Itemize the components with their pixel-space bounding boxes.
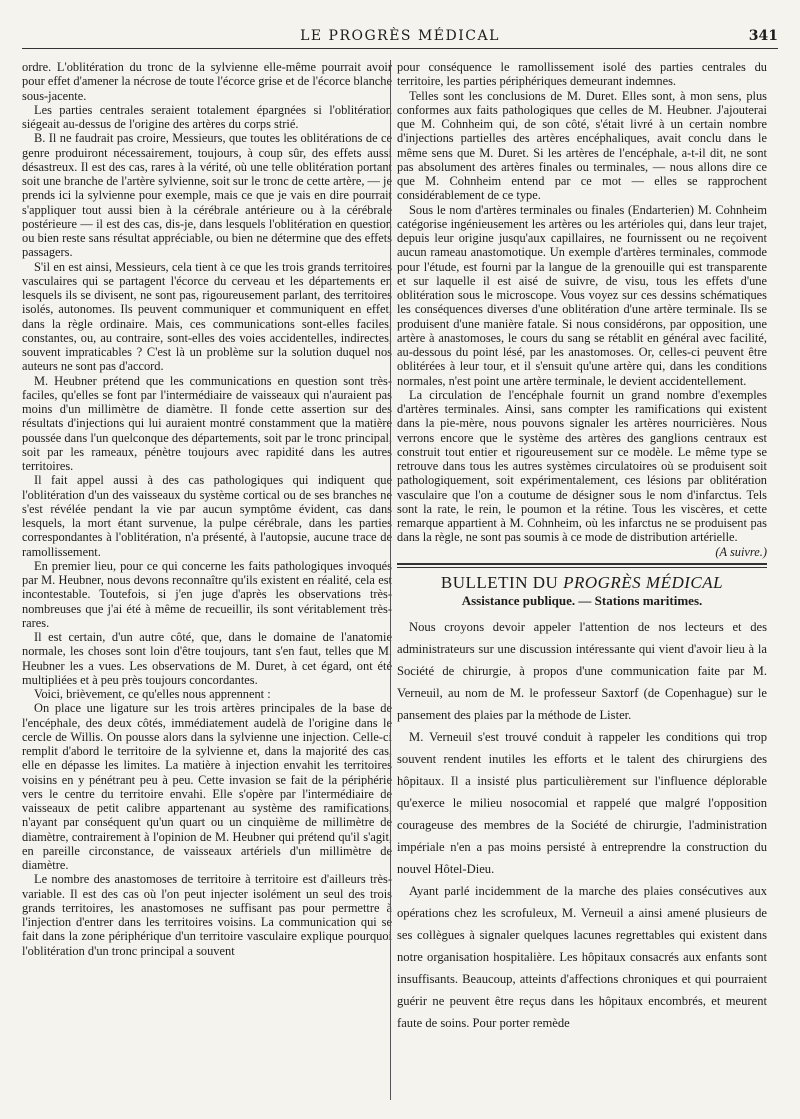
paragraph: Telles sont les conclusions de M. Duret. Elles sont, à mon sens, plus conformes aux faits pathologiques que celles de M. Heubner. J'ajouterai que M. Cohnheim qui, de son côté, s'était livré à un certain nombre d'injections partielles des artères encéphaliques, avait conclu dans le même sens que M. Duret. Si les artères de l'encéphale, a-t-il dit, ne sont pas absolument des artères finales ou terminales, — nous allons dire ce que M. Cohnheim entend par ce mot — elles se rapprochent considérablement de ce type. xyxy=(397,88,767,203)
page-number: 341 xyxy=(748,28,778,44)
paragraph: Voici, brièvement, ce qu'elles nous apprennent : xyxy=(34,687,271,701)
paragraph: Il fait appel aussi à des cas pathologiques qui indiquent que l'oblitération d'un des vaisseaux du système cortical ou de ses branches ne s'est révélée pendant la vie par aucun symptôme évident, cas dans lesquels, la mort étant survenue, la pulpe cérébrale, dans les parties correspondantes à l'oblitération, n'a présenté, à l'autopsie, aucune trace de ramollissement. xyxy=(22,473,392,559)
paragraph: La circulation de l'encéphale fournit un grand nombre d'exemples d'artères terminales. Ainsi, sans compter les ramifications qui existent dans la pie-mère, nous pouvons signaler les artères nourricières. Nous verrons encore que le système des artères des ganglions centraux est construit tout entier et rigoureusement sur ce modèle. Le même type se retrouve dans tous les autres systèmes circulatoires où se produisent soit pathologiquement, soit expérimentalement, ces lésions par oblitération vasculaire que l'on a coutume de désigner sous le nom d'infarctus. Tels sont la rate, le rein, le poumon et la rétine. Tous les viscères, et cette remarque appartient à M. Cohnheim, où les infarctus ne se produisent pas dans la règle, ne sont pas soumis à ce mode de distribution artérielle. xyxy=(397,387,767,545)
column-divider xyxy=(390,60,391,1100)
paragraph: Nous croyons devoir appeler l'attention de nos lecteurs et des administrateurs sur une discussion intéressante qui vient d'avoir lieu à la Société de chirurgie, à propos d'une communication faite par M. Verneuil, au nom de M. le professeur Saxtorf (de Copenhague) sur le pansement des plaies par la méthode de Lister. xyxy=(397,620,767,723)
bulletin-title: BULLETIN DU PROGRÈS MÉDICAL xyxy=(440,572,724,592)
paragraph: Les parties centrales seraient totalement épargnées si l'oblitération siégeait au-dessus de l'origine des artères du corps strié. xyxy=(22,102,392,131)
paragraph: Il est certain, d'un autre côté, que, dans le domaine de l'anatomie normale, les choses sont loin d'être toujours, tant s'en faut, telles que M. Heubner les a vues. Les observations de M. Duret, à cet égard, ont été multipliées et à peu près toujours concordantes. xyxy=(22,630,392,687)
to-be-continued: (A suivre.) xyxy=(715,544,767,559)
bulletin-rule xyxy=(397,567,767,568)
paragraph: Ayant parlé incidemment de la marche des plaies consécutives aux opérations chez les scrofuleux, M. Verneuil a ainsi amené plusieurs de ses collègues à signaler quelques lacunes regrettables qui existent dans notre organisation hospitalière. Les hôpitaux consacrés aux enfants sont insuffisants. Beaucoup, atteints d'affections chroniques et qui pourraient guérir ne peuvent être reçus dans les hôpitaux encombrés, et meurent faute de soins. Pour porter remède xyxy=(397,884,767,1031)
right-column xyxy=(397,60,767,1034)
paragraph: M. Verneuil s'est trouvé conduit à rappeler les conditions qui trop souvent rendent inutiles les efforts et le talent des chirurgiens des hôpitaux. Il a insisté plus particulièrement sur l'influence déplorable qu'exerce le milieu nosocomial et rappelé que malgré l'opposition courageuse des membres de la Société de chirurgie, l'administration impériale n'en a pas moins persisté à entreprendre la construction du nouvel Hôtel-Dieu. xyxy=(397,730,767,877)
paragraph: ordre. L'oblitération du tronc de la sylvienne elle-même pourrait avoir pour effet d'amener la nécrose de toute l'écorce grise et de l'écorce blanche sous-jacente. xyxy=(22,60,392,103)
bulletin-body xyxy=(397,616,767,1034)
paragraph: S'il en est ainsi, Messieurs, cela tient à ce que les trois grands territoires vasculaires qui se partagent l'écorce du cerveau et les départements en lesquels ils se divisent, ne sont pas, rigoureusement parlant, des territoires isolés, autonomes. Ils peuvent communiquer et communiquent en effet, dans la règle ordinaire. Mais, ces communications sont-elles faciles, constantes, ou, au contraire, sont-elles des voies accidentelles, indirectes, souvent impraticables ? C'est là un problème sur la solution duquel nos auteurs ne sont pas d'accord. xyxy=(22,259,392,374)
journal-title: LE PROGRÈS MÉDICAL xyxy=(300,28,500,44)
bulletin-rule xyxy=(397,563,767,565)
paragraph: On place une ligature sur les trois artères principales de la base de l'encéphale, des deux côtés, immédiatement audelà de l'origine dans le cercle de Willis. On pousse alors dans la sylvienne une injection. Celle-ci remplit d'abord le territoire de la sylvienne et, dans la majorité des cas, elle en dépasse les limites. La matière à injection envahit les territoires voisins en y pénétrant peu à peu. Cette invasion se fait de la périphérie vers le centre du territoire envahi. Elle s'opère par l'intermédiaire de vaisseaux de petit calibre appartenant au système des ramifications, n'ayant par conséquent qu'un quart ou un cinquième de millimètre de diamètre, contrairement à l'opinion de M. Heubner qui prétend qu'il s'agit, en pareille circonstance, de vaisseaux artériels d'un millimètre de diamètre. xyxy=(22,701,392,872)
paragraph: Sous le nom d'artères terminales ou finales (Endarterien) M. Cohnheim catégorise ingénieusement les artères ou les artérioles qui, dans leur trajet, depuis leur origine jusqu'aux capillaires, ne fournissent ou ne reçoivent aucun rameau anastomotique. Un exemple d'artères terminales, commode pour l'étude, est fourni par la langue de la grenouille qui est transparente et sur laquelle il est aisé de suivre, de visu, tous les effets d'une oblitération sous le microscope. Vous voyez sur ces dessins schématiques les conséquences diverses d'une oblitération d'une artère terminale. Ils se produisent d'une manière fatale. Si nous considérons, par opposition, une artère à anastomoses, le cours du sang se rétablit en général avec facilité, au-dessous du point lésé, par les anastomoses. Or, celles-ci peuvent être oblitérées à leur tour, et il s'ensuit qu'une artère qui, dans les conditions normales, n'est point une artère terminale, le devient accidentellement. xyxy=(397,202,767,388)
page-header xyxy=(22,26,778,48)
header-rule xyxy=(22,48,778,49)
paragraph: Le nombre des anastomoses de territoire à territoire est d'ailleurs très-variable. Il est des cas où l'on peut injecter isolément un seul des trois grands territoires, les anastomoses ne suffisant pas pour permettre à l'injection d'entrer dans les territoires voisins. La communication qui se fait dans la zone périphérique d'un territoire vasculaire explique pourquoi l'oblitération d'un tronc principal a souvent xyxy=(22,872,392,958)
paragraph: En premier lieu, pour ce qui concerne les faits pathologiques invoqués par M. Heubner, nous devons reconnaître qu'ils existent en réalité, cela est incontestable. Toutefois, si j'en juge d'après les observations très-nombreuses que j'ai été à même de recueillir, ils sont véritablement très-rares. xyxy=(22,558,392,630)
paragraph: B. Il ne faudrait pas croire, Messieurs, que toutes les oblitérations de ce genre produiront nécessairement, toujours, à coup sûr, des effets aussi désastreux. Il est des cas, rares à la vérité, où une telle oblitération portant soit une branche de l'artère sylvienne, soit sur le tronc de cette artère, — je prends ici la sylvienne pour exemple, mais ce que je vais en dire pourrait s'appliquer tout aussi bien à la cérébrale antérieure ou à la cérébrale postérieure — il est des cas, dis-je, dans lesquels l'oblitération en question ou bien reste sans résultat appréciable, ou bien ne détermine que des effets passagers. xyxy=(22,131,392,260)
paragraph: M. Heubner prétend que les communications en question sont très-faciles, qu'elles se font par l'intermédiaire de vaisseaux qui n'auraient pas moins d'un millimètre de diamètre. Il fonde cette assertion sur des résultats d'injections qui lui auraient montré constamment que la matière poussée dans l'un quelconque des départements, soit par le tronc principal, soit par les rameaux, pénètre toujours avec rapidité dans les autres territoires. xyxy=(22,373,392,473)
left-column xyxy=(22,60,392,958)
paragraph: pour conséquence le ramollissement isolé des parties centrales du territoire, les parties périphériques demeurant indemnes. xyxy=(397,60,767,89)
bulletin-subtitle: Assistance publique. — Stations maritimes. xyxy=(461,593,703,608)
